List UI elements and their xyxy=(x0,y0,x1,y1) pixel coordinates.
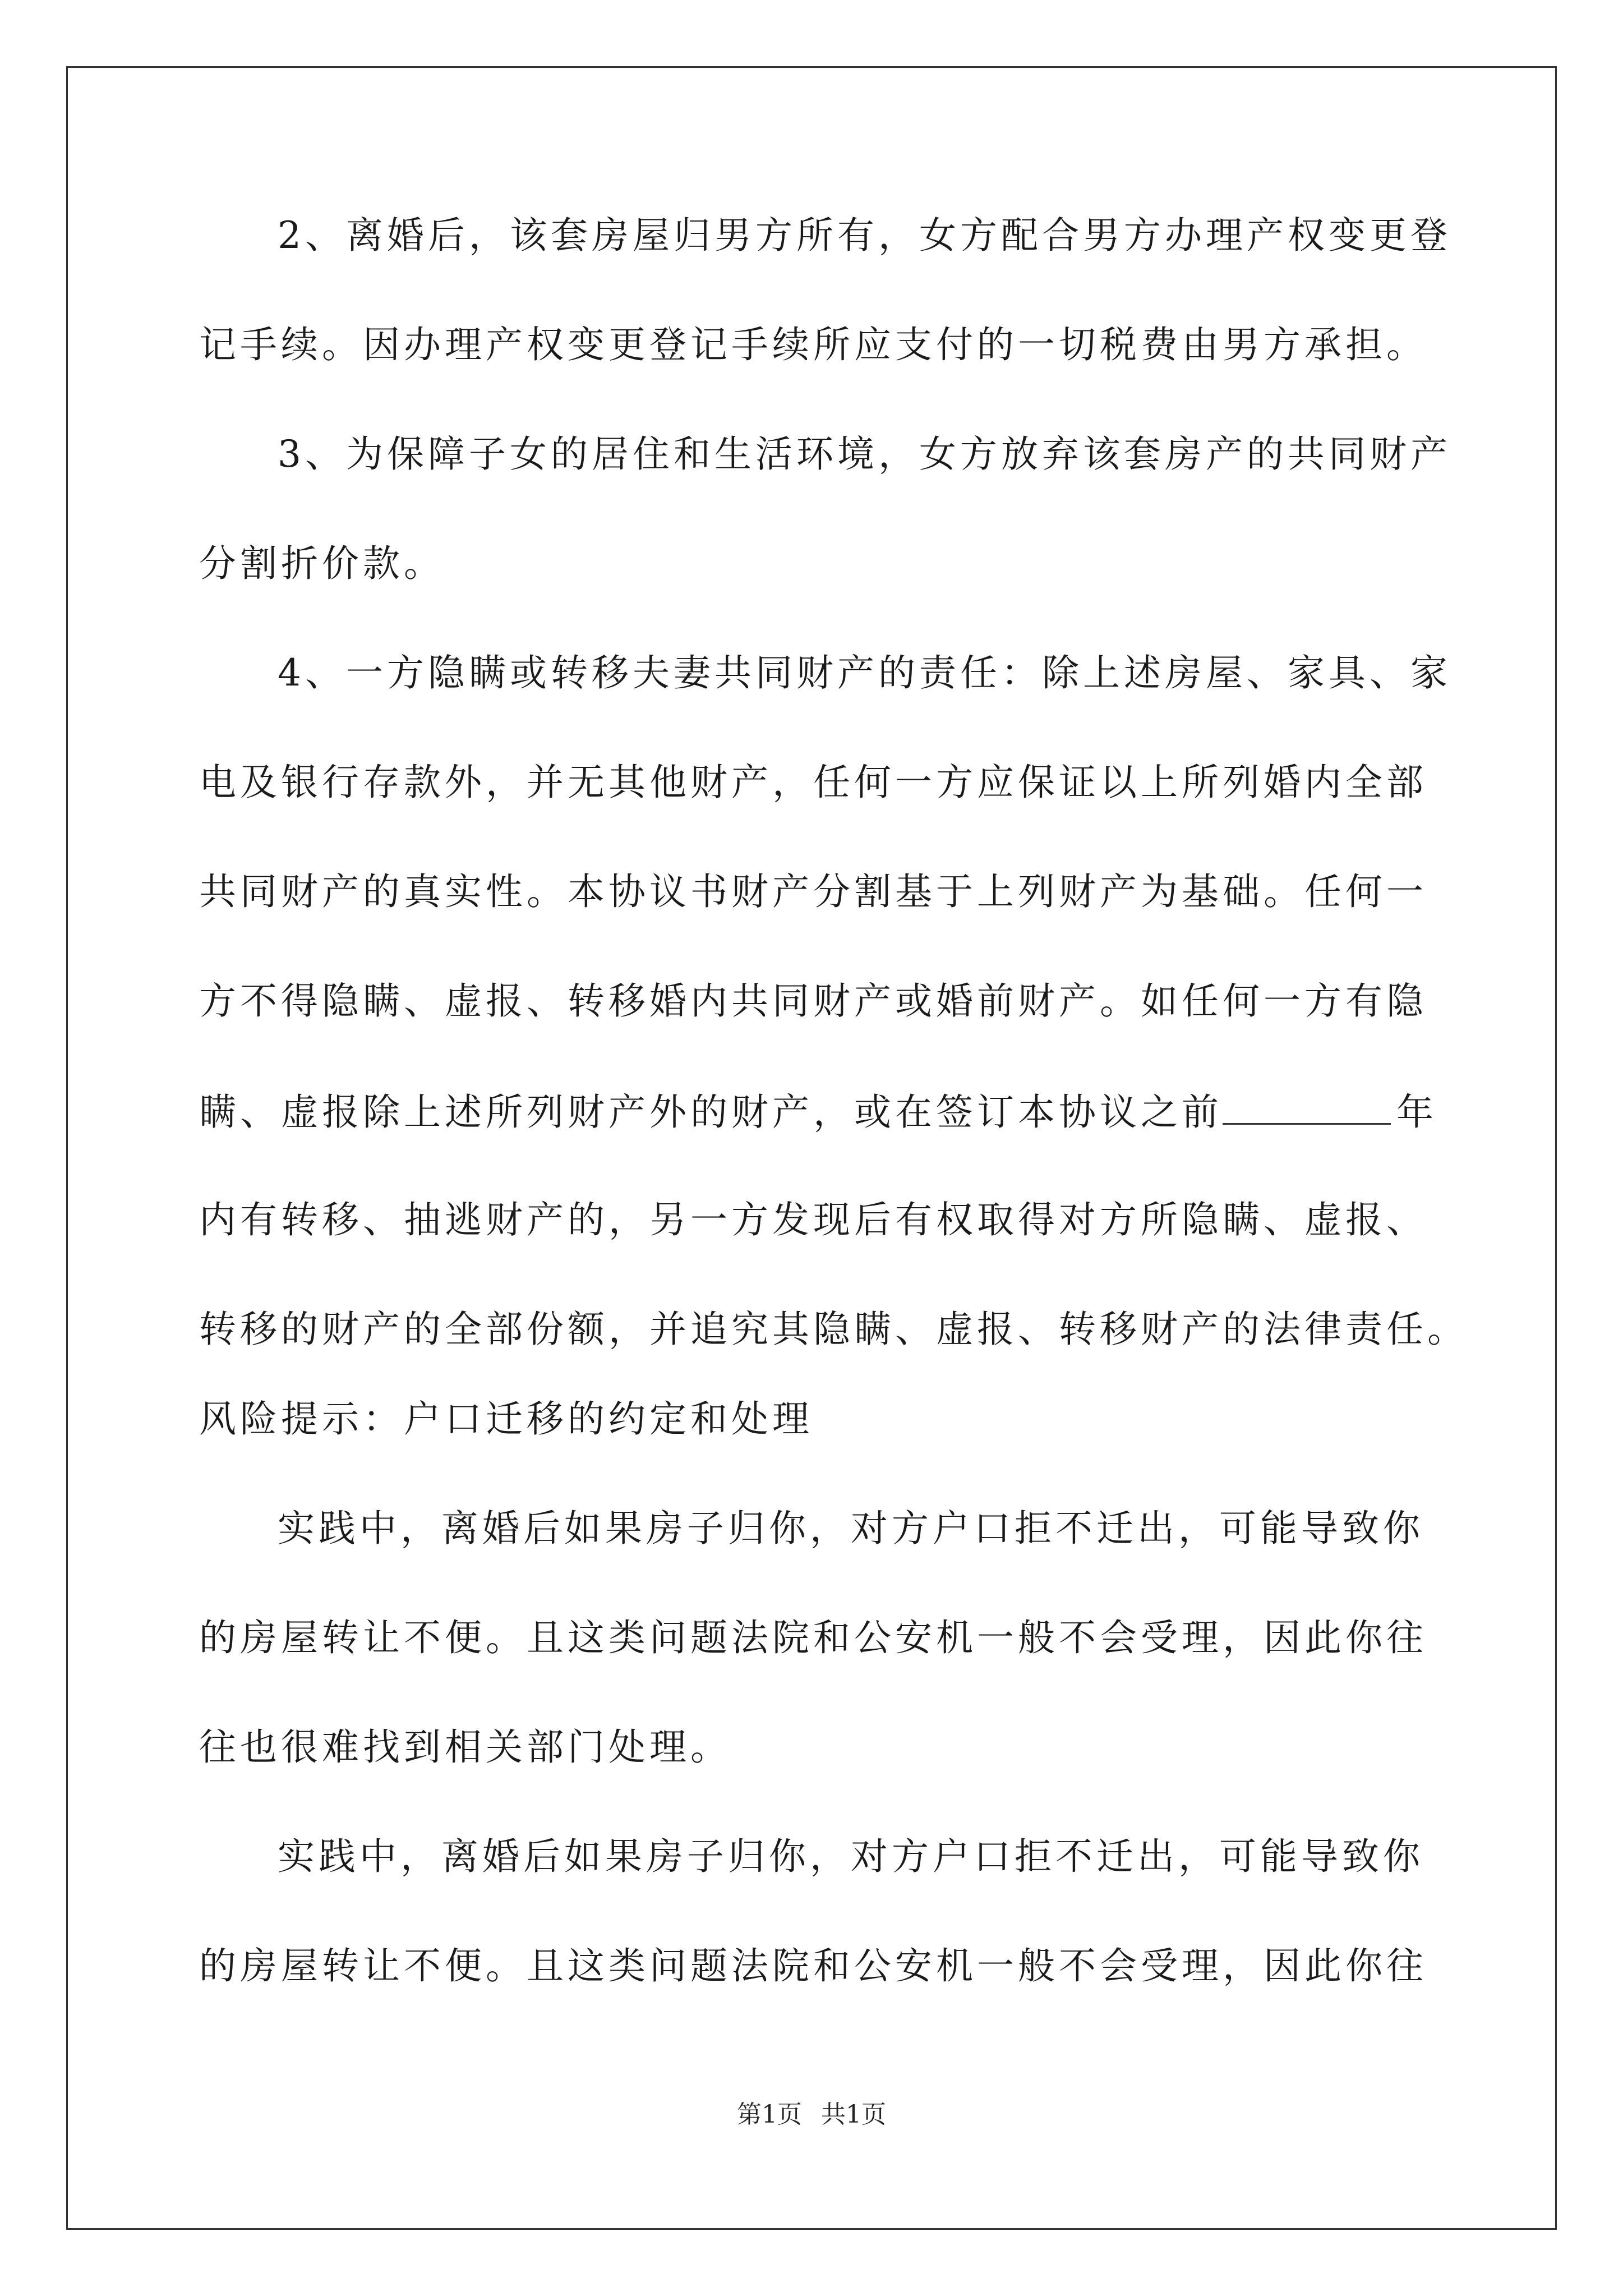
paragraph-line-with-blank xyxy=(199,1088,1437,1135)
paragraph-line: 4、一方隐瞒或转移夫妻共同财产的责任：除上述房屋、家具、家 xyxy=(278,651,1451,694)
paragraph-text: 年 xyxy=(1396,1091,1437,1134)
page-total: 共1页 xyxy=(821,2100,886,2129)
page-footer xyxy=(0,2098,1623,2132)
paragraph-line: 的房屋转让不便。且这类问题法院和公安机一般不会受理，因此你往 xyxy=(199,1944,1427,1987)
paragraph-line: 的房屋转让不便。且这类问题法院和公安机一般不会受理，因此你往 xyxy=(199,1616,1427,1659)
paragraph-line: 转移的财产的全部份额，并追究其隐瞒、虚报、转移财产的法律责任。 xyxy=(199,1308,1468,1351)
paragraph-line: 往也很难找到相关部门处理。 xyxy=(199,1726,731,1769)
paragraph-line: 内有转移、抽逃财产的，另一方发现后有权取得对方所隐瞒、虚报、 xyxy=(199,1198,1427,1241)
paragraph-line: 实践中，离婚后如果房子归你，对方户口拒不迁出，可能导致你 xyxy=(278,1835,1424,1878)
page-border xyxy=(66,66,1557,2230)
section-heading: 风险提示：户口迁移的约定和处理 xyxy=(199,1397,813,1441)
paragraph-text: 瞒、虚报除上述所列财产外的财产，或在签订本协议之前 xyxy=(199,1091,1223,1134)
paragraph-line: 电及银行存款外，并无其他财产，任何一方应保证以上所列婚内全部 xyxy=(199,761,1427,804)
paragraph-line: 实践中，离婚后如果房子归你，对方户口拒不迁出，可能导致你 xyxy=(278,1507,1424,1550)
paragraph-line: 记手续。因办理产权变更登记手续所应支付的一切税费由男方承担。 xyxy=(199,323,1427,366)
paragraph-line: 3、为保障子女的居住和生活环境，女方放弃该套房产的共同财产 xyxy=(278,432,1451,476)
page-number: 第1页 xyxy=(737,2100,802,2129)
paragraph-line: 方不得隐瞒、虚报、转移婚内共同财产或婚前财产。如任何一方有隐 xyxy=(199,979,1427,1023)
fill-in-blank xyxy=(1223,1088,1391,1125)
paragraph-line: 2、离婚后，该套房屋归男方所有，女方配合男方办理产权变更登 xyxy=(278,214,1451,257)
paragraph-line: 分割折价款。 xyxy=(199,542,445,585)
paragraph-line: 共同财产的真实性。本协议书财产分割基于上列财产为基础。任何一 xyxy=(199,870,1427,913)
